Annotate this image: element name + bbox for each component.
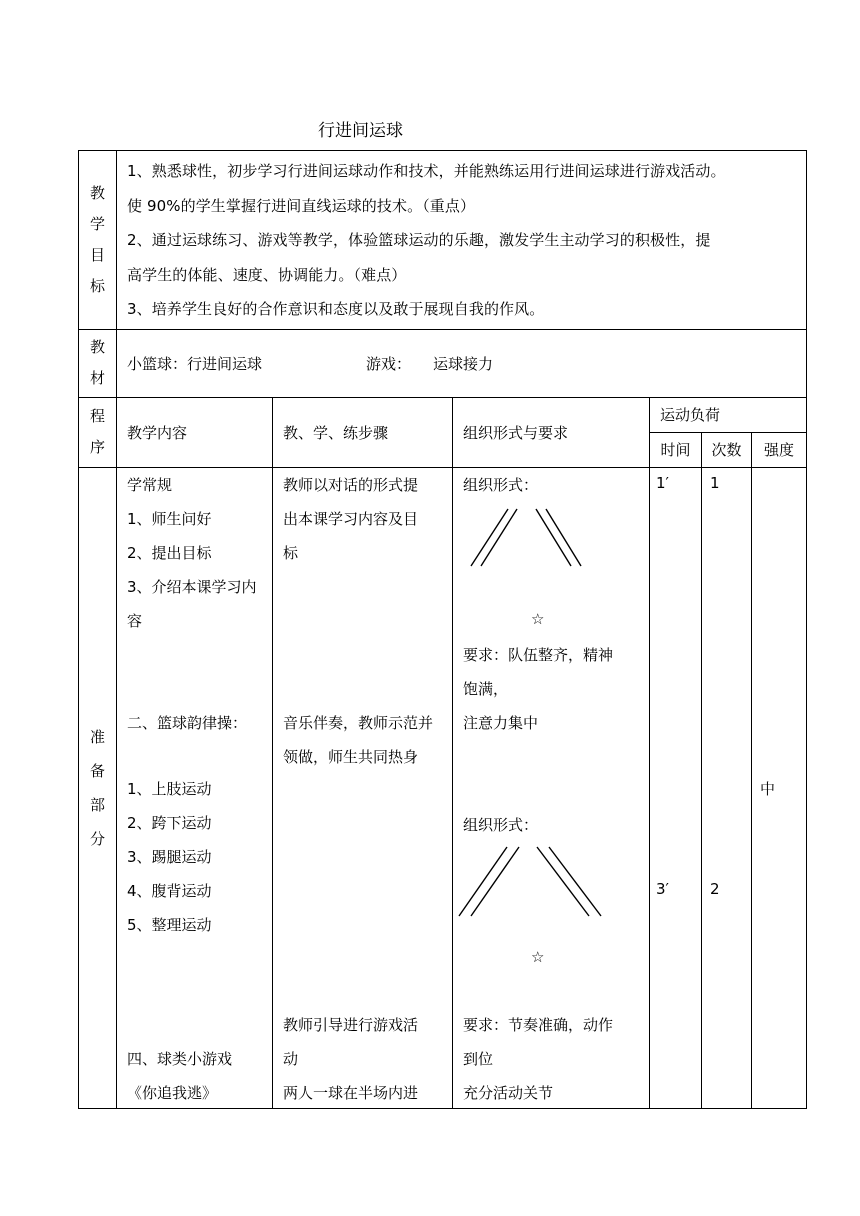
- prep-time-cell: [650, 467, 702, 1108]
- star-icon: ☆: [531, 947, 545, 966]
- steps-line: 教师引导进行游戏活: [283, 1015, 419, 1034]
- org-line: 要求：节奏准确，动作: [463, 1015, 614, 1034]
- objectives-text: [117, 151, 807, 330]
- steps-line: 出本课学习内容及目: [283, 509, 419, 528]
- material-basketball: 小篮球：行进间运球: [127, 354, 263, 373]
- steps-line: 标: [283, 543, 299, 562]
- prep-steps-cell: [273, 467, 453, 1108]
- org-line: 组织形式：: [463, 475, 539, 494]
- prep-organization-cell: [453, 467, 650, 1108]
- objective-line: 使 90%的学生掌握行进间直线运球的技术。（重点）: [127, 196, 476, 215]
- content-line: 2、提出目标: [127, 543, 212, 562]
- prep-intensity-cell: [752, 467, 807, 1108]
- materials-row: [79, 329, 807, 397]
- count-header: 次数: [702, 432, 752, 467]
- organization-header: 组织形式与要求: [453, 397, 650, 467]
- content-line: 学常规: [127, 475, 173, 494]
- org-line: 注意力集中: [463, 713, 539, 732]
- content-line: 四、球类小游戏: [127, 1049, 233, 1068]
- objective-line: 3、培养学生良好的合作意识和态度以及敢于展现自我的作风。: [127, 300, 545, 319]
- content-line: 3、介绍本课学习内: [127, 577, 257, 596]
- org-line: 充分活动关节: [463, 1083, 554, 1102]
- prep-content-cell: [117, 467, 273, 1108]
- prep-row: [79, 467, 807, 1108]
- materials-text: [117, 329, 807, 397]
- org-line: 组织形式：: [463, 815, 539, 834]
- objectives-label: 教 学 目 标: [79, 151, 117, 330]
- content-line: 4、腹背运动: [127, 881, 212, 900]
- steps-line: 音乐伴奏，教师示范并: [283, 713, 434, 732]
- formation-diagram-2: [453, 842, 650, 922]
- time-value: 1′: [656, 473, 669, 492]
- time-header: 时间: [650, 432, 702, 467]
- org-line: 饱满，: [463, 679, 509, 698]
- prep-label: 准 备 部 分: [79, 467, 117, 1108]
- lesson-plan-table: [78, 150, 807, 1109]
- content-line: 2、跨下运动: [127, 813, 212, 832]
- steps-line: 两人一球在半场内进: [283, 1083, 419, 1102]
- org-line: 到位: [463, 1049, 494, 1068]
- content-line: 容: [127, 611, 143, 630]
- org-line: 要求：队伍整齐，精神: [463, 645, 614, 664]
- content-line: 二、篮球韵律操：: [127, 713, 248, 732]
- procedure-header: 程 序: [79, 397, 117, 467]
- material-game-label: 游戏：: [366, 354, 412, 373]
- header-row: [79, 397, 807, 432]
- objective-line: 1、熟悉球性，初步学习行进间运球动作和技术，并能熟练运用行进间运球进行游戏活动。: [127, 162, 726, 180]
- content-line: 5、整理运动: [127, 915, 212, 934]
- objective-line: 高学生的体能、速度、协调能力。（难点）: [127, 265, 407, 284]
- load-header: 运动负荷: [650, 397, 807, 432]
- star-icon: ☆: [531, 609, 545, 628]
- prep-count-cell: [702, 467, 752, 1108]
- content-line: 3、踢腿运动: [127, 847, 212, 866]
- steps-line: 动: [283, 1049, 299, 1068]
- intensity-header: 强度: [752, 432, 807, 467]
- time-value: 3′: [656, 879, 669, 898]
- intensity-value: 中: [760, 779, 776, 798]
- objective-line: 2、通过运球练习、游戏等教学，体验篮球运动的乐趣，激发学生主动学习的积极性，提: [127, 231, 711, 250]
- content-line: 1、上肢运动: [127, 779, 212, 798]
- material-game: 运球接力: [433, 354, 494, 373]
- content-line: 1、师生问好: [127, 509, 212, 528]
- formation-diagram-1: [453, 504, 650, 574]
- steps-line: 教师以对话的形式提: [283, 475, 419, 494]
- content-line: 《你追我逃》: [127, 1083, 218, 1102]
- content-header: 教学内容: [117, 397, 273, 467]
- steps-header: 教、学、练步骤: [273, 397, 453, 467]
- count-value: 1: [710, 473, 720, 492]
- objectives-row: [79, 151, 807, 330]
- document-title: 行进间运球: [318, 121, 403, 141]
- materials-label: 教 材: [79, 329, 117, 397]
- count-value: 2: [710, 879, 720, 898]
- steps-line: 领做，师生共同热身: [283, 747, 419, 766]
